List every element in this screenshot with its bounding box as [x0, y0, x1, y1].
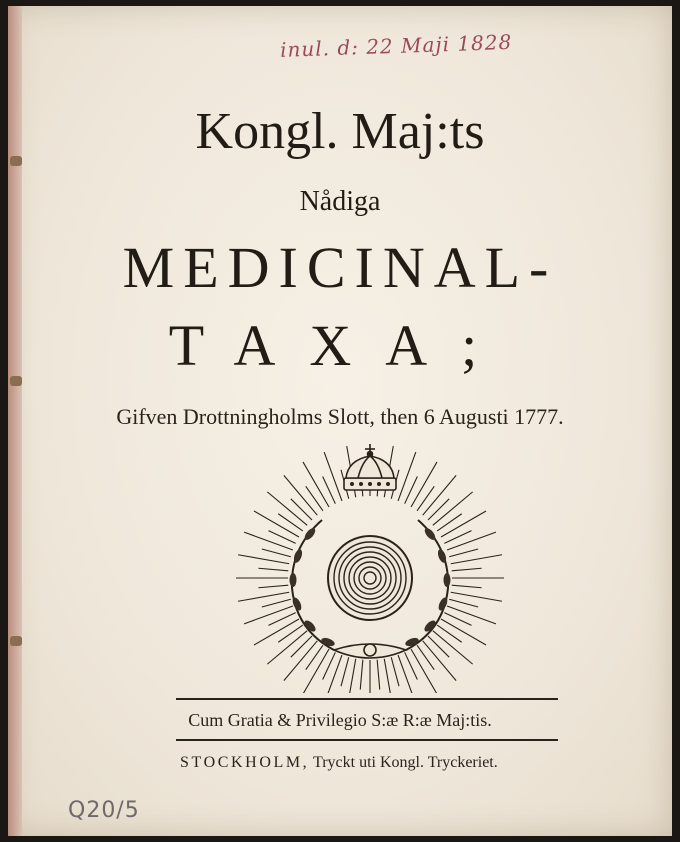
sunburst-ray	[324, 452, 342, 501]
sunburst-ray	[398, 452, 416, 501]
sunburst-ray	[452, 568, 482, 571]
sunburst-ray	[244, 532, 293, 550]
sunburst-ray	[437, 514, 462, 531]
top-rule	[176, 698, 558, 700]
sunburst-ray	[417, 645, 434, 670]
title-line-2: Nådiga	[299, 186, 381, 217]
title-page	[8, 6, 672, 836]
royal-crown-sunburst-emblem	[230, 438, 510, 693]
sunburst-ray	[278, 514, 303, 531]
sunburst-ray	[428, 499, 449, 520]
bottom-rule	[176, 739, 558, 741]
sunburst-ray	[262, 599, 291, 607]
sunburst-ray	[447, 606, 496, 624]
sunburst-ray	[244, 606, 293, 624]
sunburst-ray	[262, 549, 291, 557]
sunburst-ray	[451, 555, 502, 564]
sunburst-ray	[437, 625, 462, 642]
sunburst-ray	[258, 568, 288, 571]
stitch-mark	[10, 636, 22, 646]
title-line-4: TAXA;	[168, 313, 512, 378]
sunburst-ray	[324, 655, 342, 693]
handwritten-inscription: inul. d: 22 Maji 1828	[279, 29, 513, 62]
sunburst-ray	[447, 532, 496, 550]
sunburst-ray	[291, 499, 312, 520]
given-at-line: Gifven Drottningholms Slott, then 6 Augusti 1777.	[116, 404, 564, 429]
sunburst-ray	[360, 660, 363, 690]
sunburst-ray	[398, 655, 416, 693]
sunburst-ray	[391, 657, 399, 686]
title-line-1: Kongl. Maj:ts	[195, 103, 485, 160]
imprint-line	[180, 754, 498, 772]
sunburst-ray	[451, 592, 502, 601]
imprint-city: STOCKHOLM,	[180, 754, 310, 771]
sunburst-ray	[238, 555, 289, 564]
sunburst-ray	[238, 592, 289, 601]
sunburst-ray	[449, 549, 478, 557]
imprint-printer: Tryckt uti Kongl. Tryckeriet.	[313, 754, 498, 771]
sunburst-ray	[449, 599, 478, 607]
sunburst-ray	[291, 636, 312, 657]
sunburst-ray	[377, 660, 380, 690]
sunburst-ray	[278, 625, 303, 642]
title-line-3: MEDICINAL-	[122, 235, 558, 300]
privilege-line: Cum Gratia & Privilegio S:æ R:æ Maj:tis.	[188, 710, 492, 730]
sunburst-ray	[417, 486, 434, 511]
sunburst-ray	[258, 585, 288, 588]
sunburst-ray	[341, 657, 349, 686]
sunburst-ray	[428, 636, 449, 657]
sunburst-ray	[347, 659, 356, 693]
sunburst-ray	[452, 585, 482, 588]
sunburst-ray	[384, 659, 393, 693]
shelfmark: Q20/5	[68, 798, 140, 823]
sunburst-ray	[306, 645, 323, 670]
sunburst-ray	[306, 486, 323, 511]
